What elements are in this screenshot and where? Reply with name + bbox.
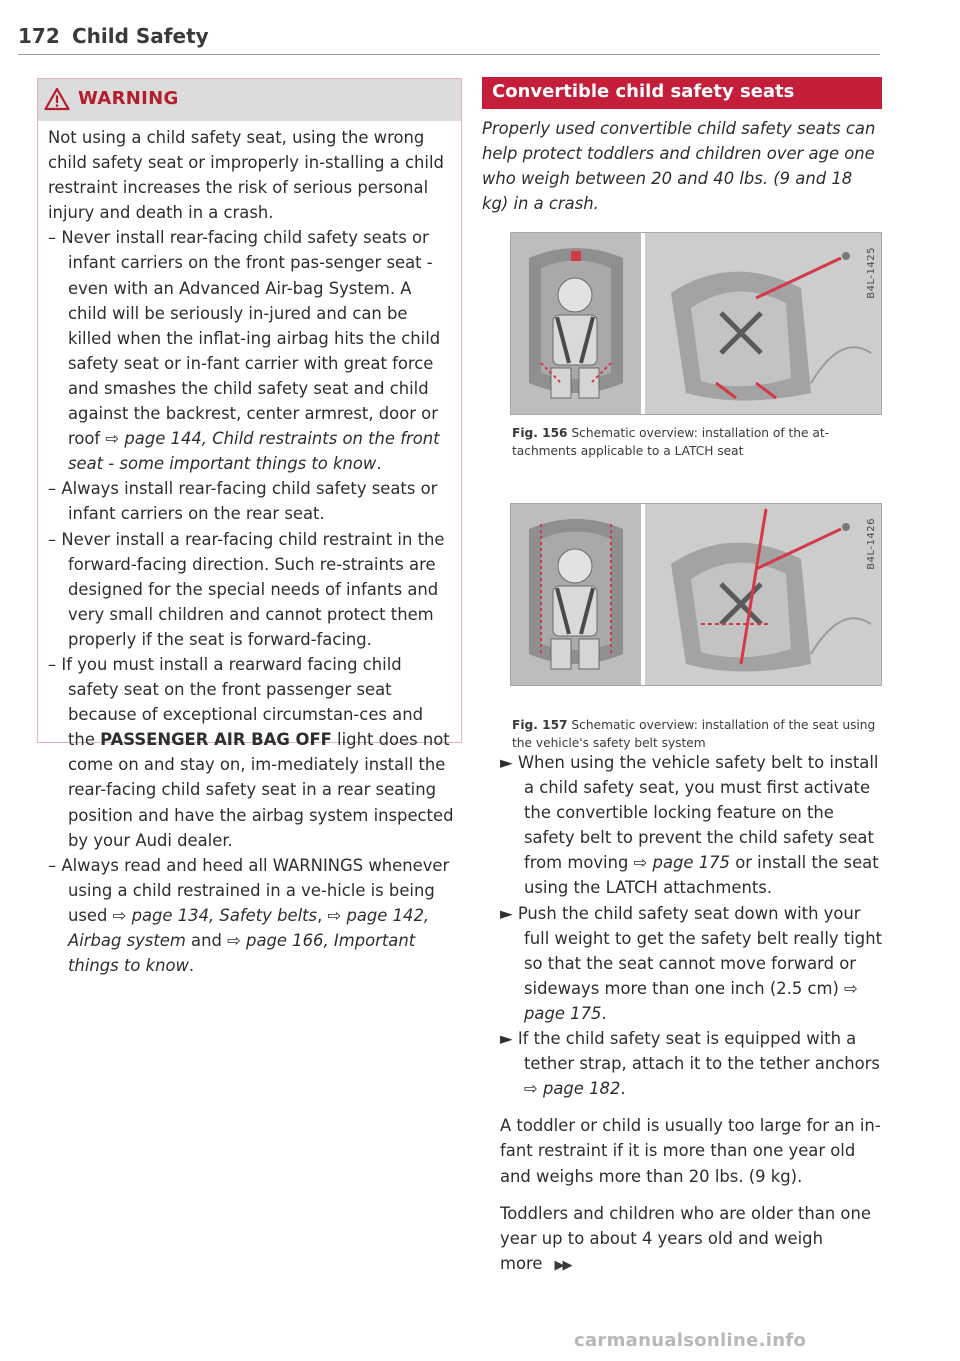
warning-header xyxy=(38,79,461,121)
warning-bullet-5: – Always read and heed all WARNINGS whenever using a child restrained in a ve-hicle is being used ⇨ page 134, Safety belts, ⇨ page 142, Airbag system and ⇨ page 166, Important things to know. xyxy=(48,855,450,976)
continued-arrow-icon: ▶▶ xyxy=(554,1257,571,1273)
step-1: ► When using the vehicle safety belt to install a child safety seat, you must first activate the convertible locking feature on the safety belt to prevent the child safety seat from moving ⇨ page 175 or install the seat using the LATCH attachments. xyxy=(500,753,879,898)
figure-157 xyxy=(510,503,882,686)
section-title: Child Safety xyxy=(72,24,209,48)
warning-triangle-icon xyxy=(44,87,70,111)
warning-bullet-3: – Never install a rear-facing child restraint in the forward-facing direction. Such re-straints are designed for the special needs of infants and very small children and cannot protect them properly if the seat is forward-facing. xyxy=(48,529,445,649)
bullet-text: light does not come on and stay on, im-mediately install the rear-facing child safety seat in a rear seating position and have the airbag system inspected by your Audi dealer. xyxy=(68,730,454,850)
caption-text: Schematic overview: installation of the at-tachments applicable to a LATCH seat xyxy=(512,426,830,458)
step-text: Push the child safety seat down with your full weight to get the safety belt really tight so that the seat cannot move forward or sideways more than one inch (2.5 cm) xyxy=(517,903,883,998)
bullet-text: If you must install a rearward facing child safety seat on the front passenger seat because of exceptional circumstan-ces and the xyxy=(61,654,423,750)
paragraph-2 xyxy=(500,1201,886,1278)
step-3: ► If the child safety seat is equipped with a tether strap, attach it to the tether anchors ⇨ page 182. xyxy=(500,1029,880,1099)
page-ref-link[interactable]: ⇨ page 175 xyxy=(633,853,730,873)
warning-bullet-2: – Always install rear-facing child safety seats or infant carriers on the rear seat. xyxy=(48,479,438,524)
bullet-text: Always read and heed all WARNINGS whenever using a child restrained in a ve-hicle is being used xyxy=(61,855,450,925)
bullet-text: Never install a rear-facing child restraint in the forward-facing direction. Such re-straints are designed for the special needs of infants and very small children and cannot protect them properly if the seat is forward-facing. xyxy=(61,529,445,649)
watermark: carmanualsonline.info xyxy=(574,1330,807,1351)
warning-bullet-1: – Never install rear-facing child safety seats or infant carriers on the front pas-senger seat - even with an Advanced Air-bag System. A child will be seriously in-jured and can be killed when the inflat-ing airbag hits the child safety seat or in-fant carrier with great force and smashes the child safety seat and child against the backrest, center armrest, door or roof ⇨ page 144, Child restraints on the front seat - some important things to know. xyxy=(48,228,441,474)
latch-seat-illustration xyxy=(511,233,881,414)
page-ref-link[interactable]: ⇨ page 182 xyxy=(524,1079,621,1099)
warning-intro: Not using a child safety seat, using the wrong child safety seat or improperly in-stalling a child restraint increases the risk of serious personal injury and death in a crash. xyxy=(48,128,444,223)
step-text: If the child safety seat is equipped with a tether strap, attach it to the tether anchors xyxy=(517,1029,880,1074)
figure-code: B4L-1426 xyxy=(866,518,877,570)
paragraph-text: Toddlers and children who are older than one year up to about 4 years old and weigh more xyxy=(500,1203,871,1273)
warning-box xyxy=(37,78,462,976)
step-text: When using the vehicle safety belt to install a child safety seat, you must first activate the convertible locking feature on the safety belt to prevent the child safety seat from moving xyxy=(517,753,879,873)
page-ref-link[interactable]: ⇨ page 166, Important things to know xyxy=(68,931,416,976)
section-heading: Convertible child safety seats xyxy=(492,81,795,102)
step-text: or install the seat using the LATCH attachments. xyxy=(524,853,879,898)
bullet-text: Always install rear-facing child safety seats or infant carriers on the rear seat. xyxy=(61,479,438,524)
belt-installed-seat-illustration xyxy=(511,504,881,685)
warning-bullet-4: – If you must install a rearward facing child safety seat on the front passenger seat because of exceptional circumstan-ces and the PASSENGER AIR BAG OFF light does not come on and stay on, im-mediately install the rear-facing child safety seat in a rear seating position and have the airbag system inspected by your Audi dealer. xyxy=(48,654,454,850)
step-2: ► Push the child safety seat down with your full weight to get the safety belt really tight so that the seat cannot move forward or sideways more than one inch (2.5 cm) ⇨ page 175. xyxy=(500,903,883,1023)
instruction-body xyxy=(500,750,886,1278)
page-ref-link[interactable]: ⇨ page 144, Child restraints on the front seat - some important things to know xyxy=(68,429,440,474)
page-header xyxy=(18,22,880,55)
section-intro: Properly used convertible child safety seats can help protect toddlers and children over age one who weigh between 20 and 40 lbs. (9 and 18 kg) in a crash. xyxy=(482,119,876,213)
page-ref-link[interactable]: ⇨ page 142, Airbag system xyxy=(68,905,430,950)
page-ref-link[interactable]: ⇨ page 175 xyxy=(524,978,858,1023)
paragraph-1: A toddler or child is usually too large for an in-fant restraint if it is more than one year old and weighs more than 20 lbs. (9 kg). xyxy=(500,1116,881,1186)
section-heading-bar xyxy=(482,77,882,109)
caption-text: Schematic overview: installation of the seat using the vehicle's safety belt system xyxy=(512,718,876,750)
bullet-text: Never install rear-facing child safety seats or infant carriers on the front pas-senger seat - even with an Advanced Air-bag System. A child will be seriously in-jured and can be killed when the inflat-ing airbag hits the child safety seat or in-fant carrier with great force and smashes the child safety seat and child against the backrest, center armrest, door or roof xyxy=(61,228,441,449)
figure-label: Fig. 156 xyxy=(512,426,568,440)
page-number: 172 xyxy=(18,24,60,48)
warning-body xyxy=(48,125,454,978)
figure-code: B4L-1425 xyxy=(866,247,877,299)
indicator-name: PASSENGER AIR BAG OFF xyxy=(100,730,332,750)
warning-title: WARNING xyxy=(78,88,179,109)
page-ref-link[interactable]: ⇨ page 134, Safety belts xyxy=(112,905,318,925)
figure-156 xyxy=(510,232,882,415)
bullet-text: and xyxy=(185,931,228,950)
figure-156-caption xyxy=(512,424,882,460)
figure-157-caption xyxy=(512,716,882,752)
figure-label: Fig. 157 xyxy=(512,718,568,732)
